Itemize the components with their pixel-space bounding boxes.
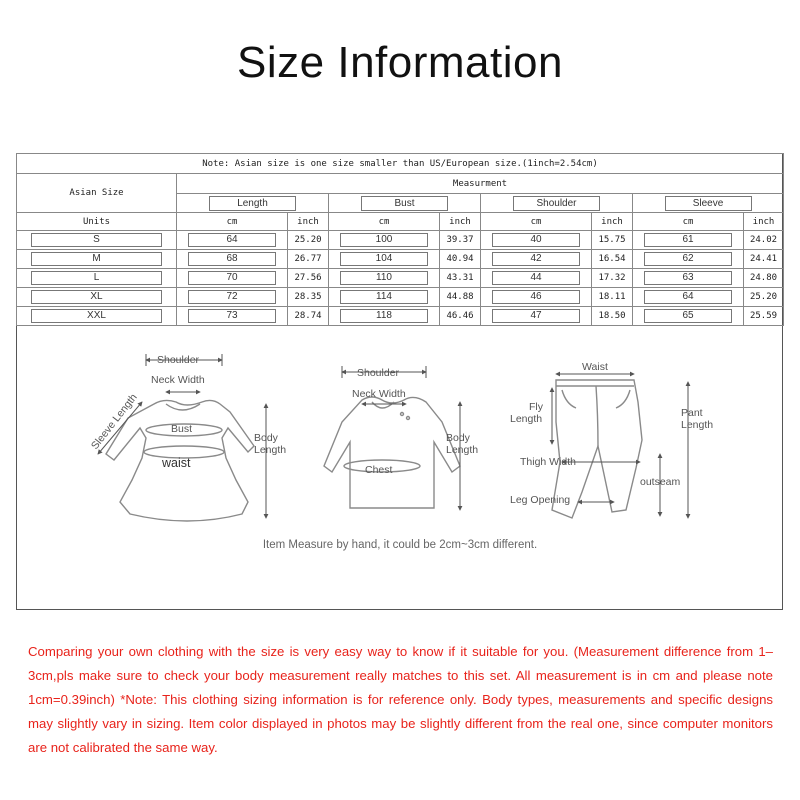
cm-value-cell	[481, 250, 592, 269]
size-cell	[17, 288, 177, 307]
cm-value: 65	[644, 309, 732, 323]
dress-body-length-label-1: Body	[254, 432, 278, 444]
cm-value-cell	[329, 269, 440, 288]
table-row	[17, 307, 784, 326]
pants-fly-length-label-1: Fly	[529, 401, 543, 413]
cm-value-cell	[481, 231, 592, 250]
cm-value-cell	[633, 288, 744, 307]
unit-inch: inch	[288, 213, 329, 231]
inch-value: 24.41	[744, 250, 784, 269]
size-label: L	[31, 271, 161, 285]
inch-value: 24.80	[744, 269, 784, 288]
inch-value: 28.35	[288, 288, 329, 307]
measure-label: Bust	[361, 196, 449, 211]
inch-value: 15.75	[592, 231, 633, 250]
size-table	[16, 153, 784, 326]
cm-value: 100	[340, 233, 428, 247]
dress-sleeve-length-label: Sleeve Length	[88, 391, 140, 452]
cm-value-cell	[177, 231, 288, 250]
measure-header-shoulder	[481, 194, 633, 213]
pants-leg-opening-label: Leg Opening	[510, 494, 571, 506]
cm-value: 110	[340, 271, 428, 285]
cm-value: 42	[492, 252, 580, 266]
unit-cm: cm	[633, 213, 744, 231]
measurement-diagram	[16, 342, 783, 610]
measure-header-bust	[329, 194, 481, 213]
pants-fly	[596, 386, 598, 446]
top-button	[401, 413, 404, 416]
dress-neck-width-label: Neck Width	[151, 374, 205, 386]
cm-value: 64	[188, 233, 276, 247]
inch-value: 25.59	[744, 307, 784, 326]
pants-arrows	[552, 374, 688, 518]
pants-pant-length-label-1: Pant	[681, 407, 703, 419]
inch-value: 26.77	[288, 250, 329, 269]
inch-value: 25.20	[288, 231, 329, 250]
size-cell	[17, 307, 177, 326]
cm-value: 47	[492, 309, 580, 323]
cm-value-cell	[633, 231, 744, 250]
inch-value: 39.37	[440, 231, 481, 250]
table-note: Note: Asian size is one size smaller than US/European size.(1inch=2.54cm)	[17, 154, 784, 174]
cm-value-cell	[329, 231, 440, 250]
cm-value-cell	[633, 269, 744, 288]
disclaimer-text: Comparing your own clothing with the size is very easy way to know if it suitable for you. (Measurement difference from 1– 3cm,pls make sure to check your body measurement really matches to this set. All measurement is in cm and please note 1cm=0.39inch) *Note: This clothing sizing information is for reference only. Body types, measurements and specific designs may slightly vary in sizing. Item color displayed in photos may be slightly different from the real one, since computer monitors are not calibrated the same way.	[28, 644, 773, 755]
measure-label: Sleeve	[665, 196, 752, 211]
table-row	[17, 250, 784, 269]
pants-labels	[510, 361, 713, 506]
cm-value: 61	[644, 233, 732, 247]
unit-cm: cm	[329, 213, 440, 231]
dress-shoulder-label: Shoulder	[157, 354, 200, 366]
unit-inch: inch	[440, 213, 481, 231]
cm-value-cell	[329, 250, 440, 269]
cm-value-cell	[177, 269, 288, 288]
cm-value-cell	[633, 307, 744, 326]
pants-waist-label: Waist	[582, 361, 608, 373]
top-body-length-label-2: Length	[446, 444, 479, 456]
inch-value: 27.56	[288, 269, 329, 288]
cm-value: 114	[340, 290, 428, 304]
measurement-header: Measurment	[177, 174, 784, 194]
measure-label: Length	[209, 196, 297, 211]
inch-value: 43.31	[440, 269, 481, 288]
dress-waist-label: waist	[162, 456, 191, 470]
dress-body-length-label-2: Length	[254, 444, 287, 456]
cm-value-cell	[633, 250, 744, 269]
inch-value: 17.32	[592, 269, 633, 288]
size-label: XXL	[31, 309, 161, 323]
measure-header-length	[177, 194, 329, 213]
cm-value: 68	[188, 252, 276, 266]
top-sketch	[324, 397, 460, 508]
top-chest-label: Chest	[365, 464, 393, 476]
cm-value: 46	[492, 290, 580, 304]
cm-value-cell	[177, 288, 288, 307]
cm-value: 118	[340, 309, 428, 323]
top-shoulder-label: Shoulder	[357, 367, 400, 379]
cm-value-cell	[481, 288, 592, 307]
dress-labels	[89, 354, 286, 470]
size-cell	[17, 269, 177, 288]
cm-value: 63	[644, 271, 732, 285]
inch-value: 16.54	[592, 250, 633, 269]
cm-value: 40	[492, 233, 580, 247]
top-neck-width-label: Neck Width	[352, 388, 406, 400]
page-title: Size Information	[237, 38, 563, 87]
cm-value-cell	[481, 307, 592, 326]
dress-bust-label: Bust	[171, 423, 193, 435]
pants-fly-length-label-2: Length	[510, 413, 543, 425]
pants-right-pocket	[616, 390, 630, 408]
size-label: M	[31, 252, 161, 266]
size-label: S	[31, 233, 161, 247]
table-row	[17, 288, 784, 307]
table-row	[17, 231, 784, 250]
cm-value: 72	[188, 290, 276, 304]
cm-value: 44	[492, 271, 580, 285]
unit-cm: cm	[481, 213, 592, 231]
inch-value: 25.20	[744, 288, 784, 307]
cm-value-cell	[329, 307, 440, 326]
pants-pant-length-label-2: Length	[681, 419, 714, 431]
size-rows	[17, 231, 784, 326]
table-row	[17, 269, 784, 288]
cm-value-cell	[177, 307, 288, 326]
cm-value: 104	[340, 252, 428, 266]
unit-inch: inch	[744, 213, 784, 231]
cm-value: 62	[644, 252, 732, 266]
inch-value: 40.94	[440, 250, 481, 269]
top-body-length-label-1: Body	[446, 432, 470, 444]
measurement-sketches	[16, 342, 783, 610]
inch-value: 46.46	[440, 307, 481, 326]
unit-inch: inch	[592, 213, 633, 231]
size-label: XL	[31, 290, 161, 304]
size-cell	[17, 250, 177, 269]
pants-left-pocket	[562, 390, 576, 408]
units-header: Units	[17, 213, 177, 231]
measure-label: Shoulder	[513, 196, 601, 211]
cm-value-cell	[177, 250, 288, 269]
asian-size-header: Asian Size	[17, 174, 177, 213]
inch-value: 18.11	[592, 288, 633, 307]
inch-value: 44.88	[440, 288, 481, 307]
inch-value: 28.74	[288, 307, 329, 326]
inch-value: 18.50	[592, 307, 633, 326]
top-button	[407, 417, 410, 420]
pants-outseam-label: outseam	[640, 476, 681, 488]
size-cell	[17, 231, 177, 250]
measure-note: Item Measure by hand, it could be 2cm~3cm different.	[262, 539, 538, 551]
cm-value-cell	[329, 288, 440, 307]
measure-header-sleeve	[633, 194, 784, 213]
cm-value: 64	[644, 290, 732, 304]
inch-value: 24.02	[744, 231, 784, 250]
unit-cm: cm	[177, 213, 288, 231]
cm-value-cell	[481, 269, 592, 288]
pants-thigh-width-label: Thigh Width	[520, 456, 577, 468]
cm-value: 70	[188, 271, 276, 285]
cm-value: 73	[188, 309, 276, 323]
top-outline	[324, 397, 460, 508]
